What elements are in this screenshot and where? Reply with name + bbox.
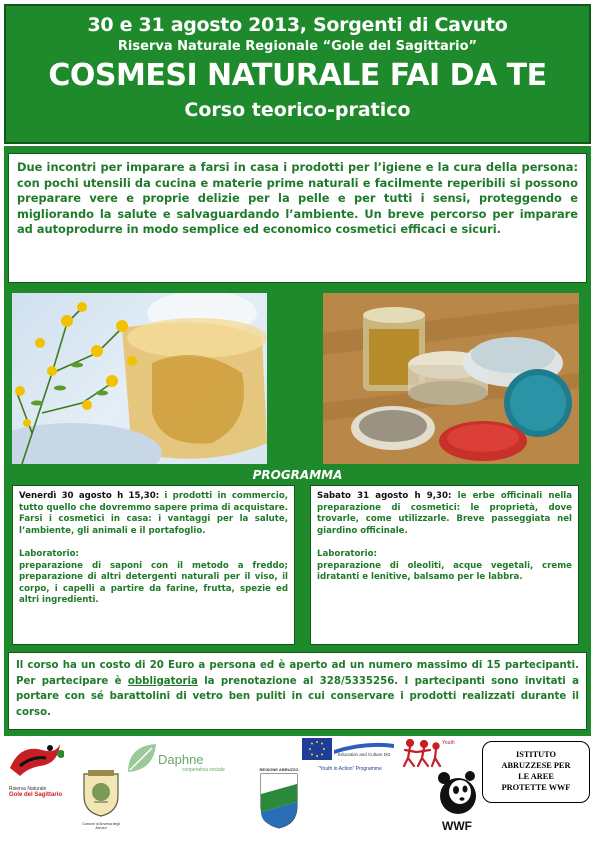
programma-day2 [310,485,579,645]
info-part2: la prenotazione al 328/5335256. I partecipanti sono invitati a portare con sé barattolini di vetro ben puliti in cui conservare i prodotti realizzati durante il corso. [16,675,579,718]
herbal-oil-illustration [12,293,267,464]
event-date-location: 30 e 31 agosto 2013, Sorgenti di Cavuto [87,14,508,36]
coat-of-arms-icon [78,768,124,818]
wwf-text: WWF [442,819,472,833]
course-subtitle: Corso teorico-pratico [184,99,411,121]
cosmetics-jars-photo [323,293,579,464]
info-part1: Il corso ha un costo di 20 Euro a persona ed è aperto ad un numero massimo di 15 partecipanti. Per partecipare è [16,660,579,687]
istituto-text: ISTITUTO ABRUZZESE PER LE AREE PROTETTE WWF [501,750,571,792]
day2-heading: Sabato 31 agosto h 9,30: [317,491,452,501]
youth-logo [402,738,458,772]
eu-edu-text: Education and Culture DG [338,752,391,757]
day1-text: i prodotti in commercio, tutto quello che dovremmo sapere prima di acquistare. Farsi i cosmetici in casa: i vantaggi per la salute, l’ambiente, gli animali e il portafoglio. [19,491,289,536]
regione-logo [257,767,301,835]
youth-in-action-text: “Youth in Action” Programme [318,766,382,772]
info-obligatory: obbligatoria [127,675,198,687]
header-banner [4,4,591,144]
info-box [8,652,587,730]
daphne-logo-sub: cooperativa sociale [182,767,225,773]
riserva-logo-line1: Riserva Naturale [9,786,47,792]
intro-box [8,153,587,283]
istituto-box [482,741,590,803]
riserva-logo-line2: Gole del Sagittario [9,792,63,798]
youth-text: Youth [442,740,455,746]
day2-lab-heading: Laboratorio: [317,549,377,559]
cosmetics-jars-illustration [323,293,579,464]
course-title: COSMESI NATURALE FAI DA TE [48,58,547,93]
comune-logo-text: Comune di Anversa degli Abruzzi [82,822,120,830]
daphne-logo-text: Daphne [158,752,204,767]
herbal-oil-photo [12,293,267,464]
day1-lab-heading: Laboratorio: [19,549,79,559]
youth-figures-icon [402,738,442,768]
eu-youth-logo [302,738,412,778]
regione-logo-text: REGIONE ABRUZZO [259,767,299,772]
day1-description [19,491,288,537]
panda-icon [436,770,478,816]
comune-logo [78,768,124,834]
wwf-logo [436,770,478,832]
info-text [16,658,579,720]
day1-lab-text: preparazione di saponi con il metodo a freddo; preparazione di altri detergenti naturali per il viso, il corpo, i capelli a partire da farine, frutta, spezie ed altri ingredienti. [19,560,288,605]
bird-icon [6,738,64,782]
programma-heading: PROGRAMMA [252,468,343,482]
intro-text: Due incontri per imparare a farsi in casa i prodotti per l’igiene e la cura della persona: con pochi utensili da cucina e materie prime naturali e facilmente reperibili si possono preparare vere e proprie delizie per la pelle e per tutti i sensi, proteggendo e migliorando la salute e salvaguardando l’ambiente. Un breve percorso per imparare ad autoprodurre in modo semplice ed economico cosmetici efficaci e sicuri. [17,160,578,236]
leaf-icon [124,740,160,776]
regione-shield-icon [257,772,301,830]
reserve-name: Riserva Naturale Regionale “Gole del Sagittario” [117,39,478,54]
day2-description [317,491,572,537]
day2-lab-text: preparazione di oleoliti, acque vegetali, creme idratanti e lenitive, balsamo per le labbra. [317,560,572,582]
riserva-logo [6,738,64,808]
daphne-logo [124,740,242,778]
day2-text: le erbe officinali nella preparazione di cosmetici: le proprietà, dove trovarle, come utilizzarle. Breve passeggiata nel giardino officinale. [317,491,573,536]
programma-day1 [12,485,295,645]
day1-heading: Venerdì 30 agosto h 15,30: [19,491,160,501]
eu-flag-icon [302,738,332,760]
